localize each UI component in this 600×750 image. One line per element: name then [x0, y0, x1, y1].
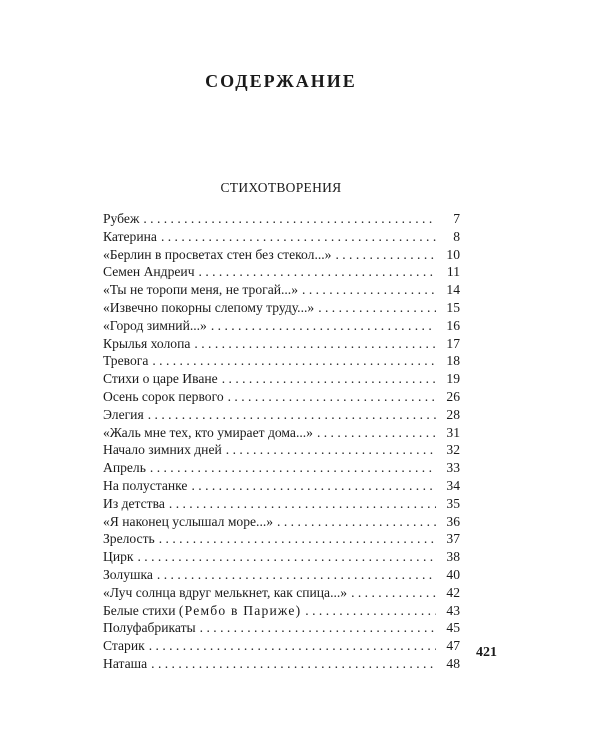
entry-page-number: 45 — [446, 620, 460, 636]
dot-leader — [305, 602, 436, 620]
dot-leader — [335, 246, 436, 264]
entry-title: Начало зимних дней — [103, 442, 222, 458]
dot-leader — [159, 530, 436, 548]
dot-leader — [302, 281, 436, 299]
dot-leader — [222, 370, 436, 388]
entry-title: «Город зимний...» — [103, 317, 207, 333]
page-title: СОДЕРЖАНИЕ — [205, 71, 357, 91]
entry-title: Осень сорок первого — [103, 388, 224, 404]
entry-title: «Берлин в просветах стен без стекол...» — [103, 246, 332, 262]
entry-page-number: 48 — [446, 655, 460, 671]
entry-title: Зрелость — [103, 531, 155, 547]
toc-entry — [103, 228, 460, 246]
dot-leader — [191, 477, 436, 495]
toc-entry — [103, 263, 460, 281]
entry-title: Тревога — [103, 353, 149, 369]
toc-entry — [103, 299, 460, 317]
dot-leader — [194, 335, 436, 353]
entry-title: Крылья холопа — [103, 335, 191, 351]
dot-leader — [157, 566, 436, 584]
entry-title: «Извечно покорны слепому труду...» — [103, 299, 315, 315]
dot-leader — [351, 584, 436, 602]
toc-entry — [103, 352, 460, 370]
entry-title — [103, 602, 301, 620]
entry-title: Апрель — [103, 460, 146, 476]
toc-entry — [103, 655, 460, 673]
toc-entry — [103, 530, 460, 548]
dot-leader — [211, 317, 436, 335]
entry-page-number: 8 — [453, 228, 460, 244]
toc-entry — [103, 602, 460, 620]
entry-title: «Луч солнца вдруг мелькнет, как спица...» — [103, 584, 348, 600]
entry-title: Элегия — [103, 406, 144, 422]
toc-entry — [103, 566, 460, 584]
dot-leader — [226, 441, 436, 459]
dot-leader — [228, 388, 436, 406]
entry-page-number: 43 — [446, 602, 460, 618]
toc-entry — [103, 281, 460, 299]
dot-leader — [161, 228, 436, 246]
toc-entry — [103, 441, 460, 459]
toc-entry — [103, 388, 460, 406]
entry-title: Катерина — [103, 228, 157, 244]
toc-entry — [103, 317, 460, 335]
dot-leader — [151, 655, 436, 673]
entry-page-number: 40 — [446, 566, 460, 582]
entry-title: Рубеж — [103, 211, 140, 226]
dot-leader — [317, 424, 436, 442]
entry-page-number: 31 — [446, 424, 460, 440]
toc-entry — [103, 477, 460, 495]
entry-page-number: 47 — [446, 638, 460, 654]
toc-entry — [103, 424, 460, 442]
dot-leader — [277, 513, 436, 531]
entry-page-number: 11 — [446, 264, 460, 280]
entry-page-number: 34 — [446, 477, 460, 493]
toc-entry — [103, 210, 460, 228]
entry-title: «Ты не торопи меня, не трогай...» — [103, 282, 299, 298]
entry-title: Старик — [103, 638, 145, 654]
toc-entry — [103, 370, 460, 388]
dot-leader — [149, 637, 436, 655]
dot-leader — [150, 459, 436, 477]
entry-title: Семен Андреич — [103, 264, 195, 280]
toc-entry — [103, 548, 460, 566]
entry-page-number: 38 — [446, 549, 460, 565]
entry-page-number: 35 — [446, 495, 460, 511]
toc-entry — [103, 246, 460, 264]
entry-page-number: 26 — [446, 388, 460, 404]
entry-page-number: 18 — [446, 353, 460, 369]
entry-page-number: 10 — [446, 246, 460, 262]
toc-entry — [103, 335, 460, 353]
dot-leader — [169, 495, 436, 513]
entry-title: «Я наконец услышал море...» — [103, 513, 274, 529]
entry-page-number: 19 — [446, 371, 460, 387]
entry-title: Из детства — [103, 495, 165, 511]
entry-title: Полуфабрикаты — [103, 620, 196, 636]
entry-title: Стихи о царе Иване — [103, 371, 218, 387]
entry-page-number: 42 — [446, 584, 460, 600]
dot-leader — [152, 352, 436, 370]
entry-page-number: 28 — [446, 406, 460, 422]
toc-entry — [103, 619, 460, 637]
dot-leader — [138, 548, 437, 566]
entry-page-number: 32 — [446, 442, 460, 458]
entry-page-number: 33 — [446, 460, 460, 476]
toc-entry — [103, 637, 460, 655]
table-of-contents — [103, 210, 460, 673]
toc-entry — [103, 459, 460, 477]
entry-page-number: 7 — [453, 211, 460, 226]
entry-title: Золушка — [103, 566, 153, 582]
entry-title: «Жаль мне тех, кто умирает дома...» — [103, 424, 313, 440]
entry-title-subtitle: (Рембо в Париже) — [178, 602, 302, 618]
entry-page-number: 14 — [446, 282, 460, 298]
page-number: 421 — [476, 645, 497, 660]
toc-entry — [103, 513, 460, 531]
dot-leader — [143, 210, 436, 228]
toc-entry — [103, 584, 460, 602]
section-heading: СТИХОТВОРЕНИЯ — [220, 180, 342, 195]
dot-leader — [200, 619, 436, 637]
entry-page-number: 36 — [446, 513, 460, 529]
entry-title-main: Белые стихи — [103, 602, 176, 618]
entry-page-number: 37 — [446, 531, 460, 547]
entry-title: Цирк — [103, 549, 134, 565]
entry-page-number: 15 — [446, 299, 460, 315]
entry-title: Наташа — [103, 655, 148, 671]
toc-entry — [103, 495, 460, 513]
dot-leader — [318, 299, 436, 317]
dot-leader — [199, 263, 436, 281]
entry-page-number: 17 — [446, 335, 460, 351]
toc-entry — [103, 406, 460, 424]
entry-page-number: 16 — [446, 317, 460, 333]
entry-title: На полустанке — [103, 477, 188, 493]
dot-leader — [148, 406, 436, 424]
